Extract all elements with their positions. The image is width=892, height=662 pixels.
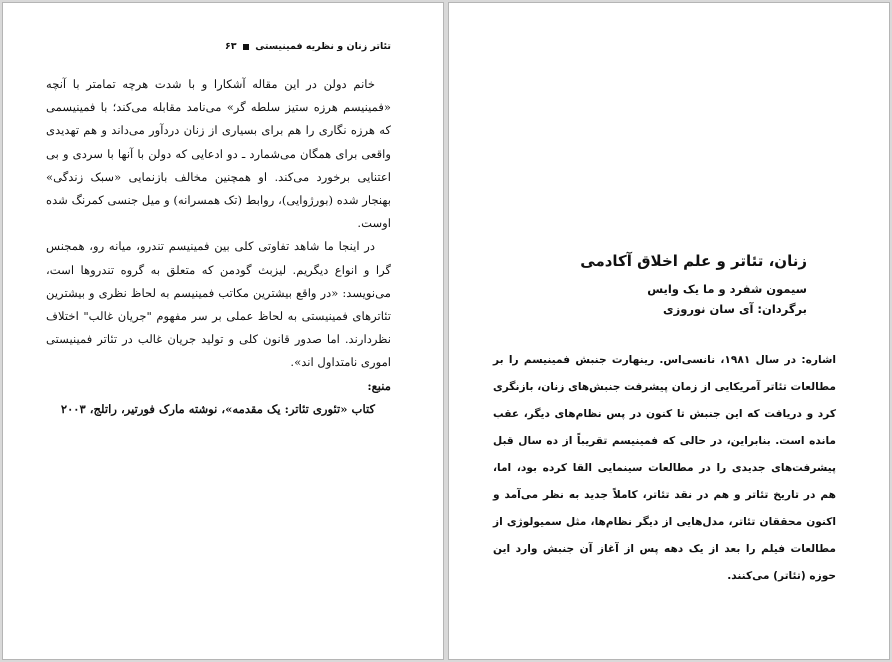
- square-bullet-icon: [243, 44, 249, 50]
- paragraph: در اینجا ما شاهد تفاوتی کلی بین فمینیسم تندرو، میانه رو، همجنس گرا و انواع دیگریم. لیزبث گودمن که متعلق به گروه تندروها است، می‌نویسد: «در واقع بیشترین مکاتب فمینیسم به لحاظ نظری و بیشترین تئاترهای فمینیستی به لحاظ عملی بر سر مفهوم "جریان غالب" اختلاف نظردارند. اما صدور قانون کلی و تولید جریان غالب در تئاتر فمینیستی اموری نامتداول اند».: [46, 239, 391, 370]
- paragraph: خانم دولن در این مقاله آشکارا و با شدت هرچه تمامتر با آنچه «فمینیسم هرزه ستیز سلطه گر» می‌نامد مقابله می‌کند؛ با فمینیسمی که هرزه نگاری را هم برای بسیاری از زنان دردآور می‌داند و هم تهدیدی واقعی برای همگان می‌شمارد ـ دو ادعایی که دولن با آنها با سردی و بی اعتنایی برخورد می‌کند. او همچنین مخالف بازنمایی «سبک زندگی» بهنجار شده (بورژوایی)، روابط (تک همسرانه) و میل جنسی کمرنگ شده اوست.: [46, 77, 391, 231]
- page-number: ۶۳: [224, 41, 237, 52]
- abstract: اشاره: در سال ۱۹۸۱، نانسی‌اس. رینهارت جنبش فمینیسم را بر مطالعات تئاتر آمریکایی از زمان پیشرفت جنبش‌های زنان، بازنگری کرد و دریافت که این جنبش تا کنون در پس نظام‌های دیگر، عقب مانده است. بنابراین، در حالی که فمینیسم تقریباً از ده سال قبل پیشرفت‌های جدیدی را در مطالعات سینمایی القا کرده بود، اما، هم در تاریخ تئاتر و هم در نقد تئاتر، کاملاً جدید به نظر می‌آمد و اکنون محققان تئاتر، مدل‌هایی از دیگر نظام‌ها، مثل سمیولوژی از مطالعات فیلم را بعد از یک دهه پس از آغاز آن جنبش وارد این حوزه (تئاتر) می‌کنند.: [493, 354, 836, 582]
- running-head-title: تئاتر زنان و نظریه فمینیستی: [255, 41, 391, 52]
- running-head: [225, 41, 391, 52]
- translator-line: برگردان: آی سان نوروزی: [663, 302, 807, 316]
- body-text: [46, 73, 391, 421]
- author-line: سیمون شفرد و ما یک وایس: [647, 282, 807, 296]
- article-title: زنان، تئاتر و علم اخلاق آکادمی: [580, 252, 807, 270]
- left-page: [2, 2, 444, 660]
- article-header: [507, 249, 807, 319]
- reference: کتاب «تئوری تئاتر: یک مقدمه»، نوشته مارک فورتیر، راتلج، ۲۰۰۳: [60, 401, 375, 416]
- right-page: [448, 2, 890, 660]
- sources-label: منبع:: [367, 378, 391, 393]
